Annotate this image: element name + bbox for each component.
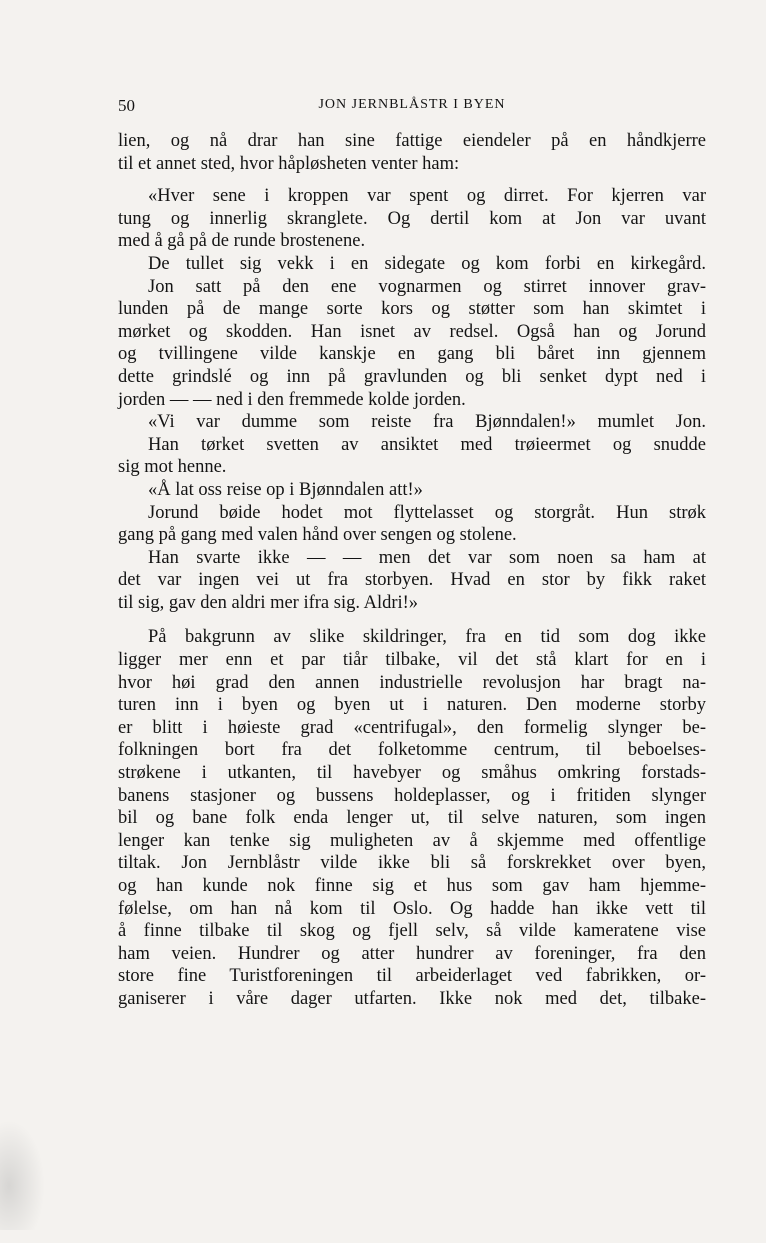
quote-line: sig mot henne. [118,457,227,478]
quote-line: til sig, gav den aldri mer ifra sig. Aldri!» [118,592,419,613]
text-line: tiltak. Jon Jernblåstr vilde ikke bli så forskrekket over byen, [118,853,706,874]
quote-line: gang på gang med valen hånd over sengen og stolene. [118,525,517,546]
quote-line: Jon satt på den ene vognarmen og stirret innover grav- [148,276,706,297]
quote-line: det var ingen vei ut fra storbyen. Hvad en stor by fikk raket [118,570,706,591]
text-line: er blitt i høieste grad «centrifugal», den formelig slynger be- [118,717,706,738]
text-line: store fine Turistforeningen til arbeiderlaget ved fabrikken, or- [118,966,706,987]
quote-line: Han svarte ikke — — men det var som noen sa ham at [148,547,706,568]
text-line: bil og bane folk enda lenger ut, til selve naturen, som ingen [118,808,706,829]
quote-line: med å gå på de runde brostenene. [118,231,366,252]
quote-line: Han tørket svetten av ansiktet med trøieermet og snudde [148,434,706,455]
text-line: å finne tilbake til skog og fjell selv, så vilde kameratene vise [118,921,706,942]
text-line: lien, og nå drar han sine fattige eiendeler på en håndkjerre [118,131,706,151]
text-line: til et annet sted, hvor håpløsheten venter ham: [118,153,460,174]
quote-line: tung og innerlig skranglete. Og dertil kom at Jon var uvant [118,208,706,229]
quote-line: dette grindslé og inn på gravlunden og bli senket dypt ned i [118,366,706,387]
text-line: turen inn i byen og byen ut i naturen. Den moderne storby [118,695,706,716]
scan-smudge [0,1120,45,1230]
quote-line: De tullet sig vekk i en sidegate og kom forbi en kirkegård. [148,253,706,274]
quote-line: og tvillingene vilde kanskje en gang bli båret inn gjennem [118,344,706,365]
quote-line: «Å lat oss reise op i Bjønndalen att!» [148,479,423,500]
quote-line: «Vi var dumme som reiste fra Bjønndalen!» mumlet Jon. [148,412,706,433]
running-title: JON JERNBLÅSTR I BYEN [318,97,506,112]
quote-line: Jorund bøide hodet mot flyttelasset og storgråt. Hun strøk [148,502,706,523]
page-header [118,96,706,118]
body-text [118,130,706,1011]
text-line: og han kunde nok finne sig et hus som gav ham hjemme- [118,876,706,896]
page-number: 50 [118,96,135,115]
text-line: hvor høi grad den annen industrielle revolusjon har bragt na- [118,672,706,693]
text-line: strøkene i utkanten, til havebyer og småhus omkring forstads- [118,763,706,784]
text-line: banens stasjoner og bussens holdeplasser, og i fritiden slynger [118,785,706,806]
quote-line: «Hver sene i kroppen var spent og dirret. For kjerren var [148,186,706,207]
quote-line: jorden — — ned i den fremmede kolde jorden. [118,389,466,410]
text-line: ganiserer i våre dager utfarten. Ikke nok med det, tilbake- [118,988,706,1009]
text-line: følelse, om han nå kom til Oslo. Og hadde han ikke vett til [118,898,706,919]
text-line: ligger mer enn et par tiår tilbake, vil det stå klart for en i [118,650,706,671]
text-line: folkningen bort fra det folketomme centrum, til beboelses- [118,740,706,761]
text-line: lenger kan tenke sig muligheten av å skjemme med offentlige [118,830,706,851]
quote-line: mørket og skodden. Han isnet av redsel. Også han og Jorund [118,321,706,342]
text-line: ham veien. Hundrer og atter hundrer av foreninger, fra den [118,943,706,964]
text-line: På bakgrunn av slike skildringer, fra en tid som dog ikke [148,627,706,648]
quote-line: lunden på de mange sorte kors og støtter som han skimtet i [118,299,706,320]
